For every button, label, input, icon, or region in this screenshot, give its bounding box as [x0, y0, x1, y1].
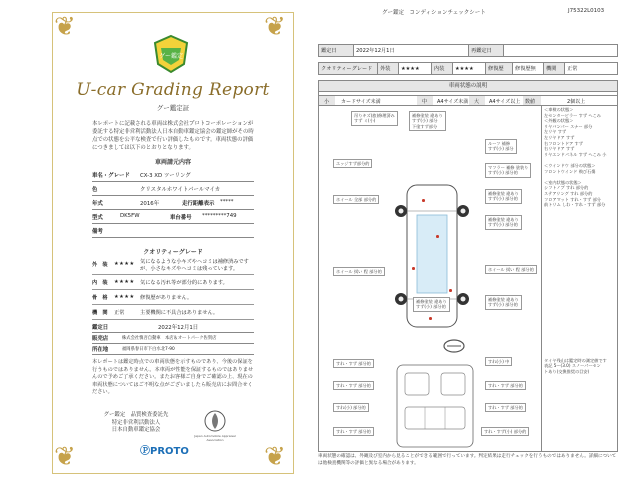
- quality-section-title: クオリティーグレード: [143, 249, 203, 256]
- mileage-value: *****: [220, 199, 234, 205]
- vehicle-year-value: 2016年: [140, 201, 160, 207]
- scale-large: 大: [474, 98, 480, 105]
- dealer-value: 株式会社慎吾自動車 本店＆オートパーク佐賀店: [122, 335, 217, 341]
- damage-note: ホイール 拭い 程 部分的: [485, 265, 537, 274]
- engine-status: 正常: [114, 310, 125, 316]
- certificate-intro: 本レポートに記載される車両は株式会社プロトコーポレーションが委託する特定非営利活動法人日本自動車鑑定協会の鑑定師がその時点での状態を公平な検査で行い評価したものです。車両状態の評価につきましては以下のとおりとなります。: [92, 121, 254, 151]
- quality-row-exterior: [92, 258, 254, 275]
- damage-note: すれ・すず 部分的: [333, 359, 374, 368]
- vehicle-color-label: 色: [92, 187, 98, 193]
- interior-seat-diagram: [395, 363, 475, 449]
- note-line: タイヤ残山は鑑定時の測定値です: [544, 357, 607, 363]
- damage-note: すれ・すず 部分的: [333, 427, 374, 436]
- note-line: ステアリング すれ 部分的: [544, 190, 593, 196]
- note-line: 右フロントドア すず: [544, 140, 583, 146]
- certificate-footer: 本レポートは鑑定時点での車両状態を示すものであり、今後の保証を行うものではありません。本車両が性能を保証するものではありませんので予めご了承ください。またお客様ご自身でご確認の上、現在の車両状態についてはご不明な点がございましたら販売店にお問合せください。: [92, 359, 254, 396]
- vehicle-color-row: [92, 182, 254, 196]
- certificate-subtitle: グー鑑定証: [156, 104, 190, 112]
- note-line: ＜外観の状態＞: [544, 118, 574, 124]
- corner-flourish-icon: ❦: [264, 12, 286, 42]
- note-line: 左リヤドア すず: [544, 134, 575, 140]
- quality-row-engine: [92, 306, 254, 320]
- proto-mark-icon: Ⓟ: [140, 446, 150, 457]
- damage-note: すれ・すず(小) 部分的: [481, 427, 529, 436]
- vehicle-model-label: 型式: [92, 215, 103, 221]
- scale-small-desc: カードサイズ未満: [341, 98, 381, 105]
- damage-note: エッジすず部分的: [333, 159, 372, 168]
- quality-label: 内 装: [92, 280, 108, 286]
- vehicle-section-title: 車両請元内容: [154, 159, 191, 166]
- reinspection-label: 再鑑定日: [469, 45, 504, 57]
- grading-certificate: [52, 12, 294, 474]
- inspection-date-row: [92, 322, 254, 333]
- ext-stars: ★★★★: [399, 63, 432, 75]
- quality-label: クオリティーグレード: [319, 63, 378, 75]
- condition-notes: [541, 105, 617, 451]
- damage-note: ホイール 全部 部分的: [333, 195, 379, 204]
- vehicle-year-label: 年式: [92, 201, 103, 207]
- note-line: シフトノブ すれ 部分的: [544, 185, 589, 191]
- note-line: フロントウインド 飛び石傷: [544, 168, 596, 174]
- frame-label: 修復歴: [486, 63, 513, 75]
- vehicle-model-value: DK5FW: [120, 213, 140, 219]
- damage-note: ホイール 拭い 程 部分的: [333, 267, 385, 276]
- dealer-row: [92, 333, 254, 344]
- proto-logo-text: PROTO: [150, 446, 189, 457]
- quality-row-frame: [92, 291, 254, 305]
- certificate-title: U-car Grading Report: [76, 80, 270, 100]
- proto-logo: [140, 442, 189, 457]
- note-line: リヤエンドパネル すず へこみ 小: [544, 151, 607, 157]
- vehicle-model-row: [92, 210, 254, 224]
- damage-note: 補修塗装 違あり すず(小) 部分的: [485, 189, 522, 204]
- quality-row-interior: [92, 276, 254, 290]
- note-line: ＜車検の状態＞: [544, 107, 574, 112]
- sheet-disclaimer: 車両状態の確認は、外観及び室内から見ることができる範囲で行っています。判定結果は走行チェックを行うものではありません。詳細については他検査機関等の評価と異なる場合があります。: [318, 454, 617, 466]
- goo-appraisal-logo-icon: [151, 34, 191, 74]
- damage-note: すれ・すず 部分的: [333, 381, 374, 390]
- ext-label: 外装: [378, 63, 399, 75]
- sheet-date-table: [318, 44, 618, 57]
- damage-marker-icon: [422, 199, 425, 202]
- star-rating: ★★★★: [114, 261, 135, 267]
- remarks-label: 備考: [92, 229, 103, 235]
- damage-note: すれ・すず 部分的: [485, 381, 526, 390]
- sheet-id: J75322L0103: [568, 8, 605, 14]
- address-value: 福岡県春日市下白水北7-90: [122, 346, 175, 352]
- damage-note: マフラー 補修 塗装り すず(小) 部分的: [485, 163, 531, 178]
- engine-label: 機関: [544, 63, 565, 75]
- vehicle-color-value: クリスタルホワイトパールマイカ: [140, 187, 221, 193]
- sheet-title: グー鑑定 コンディションチェックシート: [382, 10, 486, 16]
- quality-desc: 主要機関に不具合はありません。: [140, 310, 219, 316]
- chassis-label: 車台番号: [170, 215, 192, 221]
- note-line: フロアマット すれ・すず 部分: [544, 196, 601, 202]
- corner-flourish-icon: ❦: [264, 442, 286, 472]
- vehicle-condition-panel: [318, 80, 618, 452]
- chassis-value: *********749: [202, 213, 237, 219]
- vehicle-remarks-row: [92, 224, 254, 238]
- damage-note: 吊りキズ(旅)修理済み すず ミ(小): [351, 111, 398, 126]
- damage-note: ルーフ 補修 すず(小) 部分: [485, 139, 517, 154]
- dealer-label: 販売店: [92, 336, 109, 342]
- inspection-date-label: 鑑定日: [319, 45, 354, 57]
- logo-text: グー鑑定: [158, 53, 184, 60]
- engine-value: 正常: [565, 63, 618, 75]
- int-stars: ★★★★: [453, 63, 486, 75]
- damage-note: すれ(小) 中: [485, 357, 512, 366]
- note-line: 前トリム しわ・すれ・すず 部分: [544, 202, 606, 208]
- inspection-date-value: 2022年12月1日: [158, 325, 199, 331]
- condition-check-sheet: [318, 8, 618, 476]
- quality-desc: 気になるような小キズやヘコミは補修済みですが、小さなキズやヘコミは残っています。: [140, 259, 249, 272]
- address-label: 所在地: [92, 347, 109, 353]
- note-line: ＜室内状態の状態＞: [544, 179, 582, 185]
- damage-note: 補修塗装 違あり すず(小) 部分的: [485, 215, 522, 230]
- sheet-grade-table: [318, 62, 618, 75]
- star-rating: ★★★★: [114, 294, 135, 300]
- quality-label: 骨 格: [92, 295, 108, 301]
- vehicle-name-row: [92, 168, 254, 182]
- scale-count-desc: 2個以上: [567, 98, 586, 105]
- damage-marker-icon: [436, 235, 439, 238]
- corner-flourish-icon: ❦: [54, 442, 76, 472]
- jaaa-emblem-icon: [202, 409, 228, 433]
- quality-desc: 修復歴がありません。: [140, 295, 193, 301]
- vehicle-year-row: [92, 196, 254, 210]
- damage-marker-icon: [412, 267, 415, 270]
- damage-marker-icon: [449, 289, 452, 292]
- scale-count: 数値: [525, 98, 536, 105]
- scale-small: 小: [324, 98, 330, 105]
- mileage-label: 走行距離表示: [182, 201, 215, 207]
- jaaa-caption: Japan Automobile Appraisal Association: [194, 434, 236, 442]
- note-line: ＜ウインドウ 部分の状態＞: [544, 162, 596, 168]
- damage-note: 補修塗装 違あり すず(小) 部分的: [413, 297, 450, 312]
- quality-label: 外 装: [92, 262, 108, 268]
- quality-desc: 気になる汚れ等が部分的にあります。: [140, 280, 228, 286]
- damage-note: 補修塗装 違あり すず(小) 部分 下塗すず部分: [409, 111, 446, 131]
- note-line: トあり(交換推奨の目安): [544, 368, 590, 374]
- quality-label: 機 関: [92, 310, 108, 316]
- reinspection-value: [504, 45, 618, 57]
- star-rating: ★★★★: [114, 279, 135, 285]
- vehicle-name-label: 車名・グレード: [92, 173, 130, 179]
- corner-flourish-icon: ❦: [54, 12, 76, 42]
- note-line: 右リヤドア すず: [544, 146, 575, 152]
- damage-note: 補修塗装 違あり すず(小) 部分的: [485, 295, 522, 310]
- damage-marker-icon: [429, 317, 432, 320]
- note-line: 左リヤ すず: [544, 129, 567, 135]
- signer: グー鑑定 品質検査委託先 特定非営利活動法人 日本自動車鑑定協会: [103, 412, 169, 434]
- steering-wheel-icon: [443, 339, 465, 353]
- note-spacer: [544, 208, 615, 358]
- vehicle-name-value: CX-3 XD ツーリング: [140, 173, 191, 179]
- scale-large-desc: A4サイズ以上: [489, 98, 521, 105]
- inspection-date-value: 2022年12月1日: [354, 45, 469, 57]
- int-label: 内装: [432, 63, 453, 75]
- scale-medium-desc: A4サイズ未満: [437, 98, 469, 105]
- note-line: 表記 5～(3.0) スノーパーセン: [544, 363, 601, 369]
- inspection-date-label: 鑑定日: [92, 325, 109, 331]
- note-line: 左センターピラー すず へこみ: [544, 112, 601, 118]
- damage-note: すれ・すず 部分的: [485, 403, 526, 412]
- address-row: [92, 344, 254, 355]
- frame-value: 修復歴無: [513, 63, 544, 75]
- scale-medium: 中: [422, 98, 428, 105]
- note-line: リヤバンパー スナー 部分: [544, 123, 593, 129]
- panel-title: 車両状態の説明: [319, 81, 617, 92]
- damage-note: すれ(小) 部分的: [333, 403, 369, 412]
